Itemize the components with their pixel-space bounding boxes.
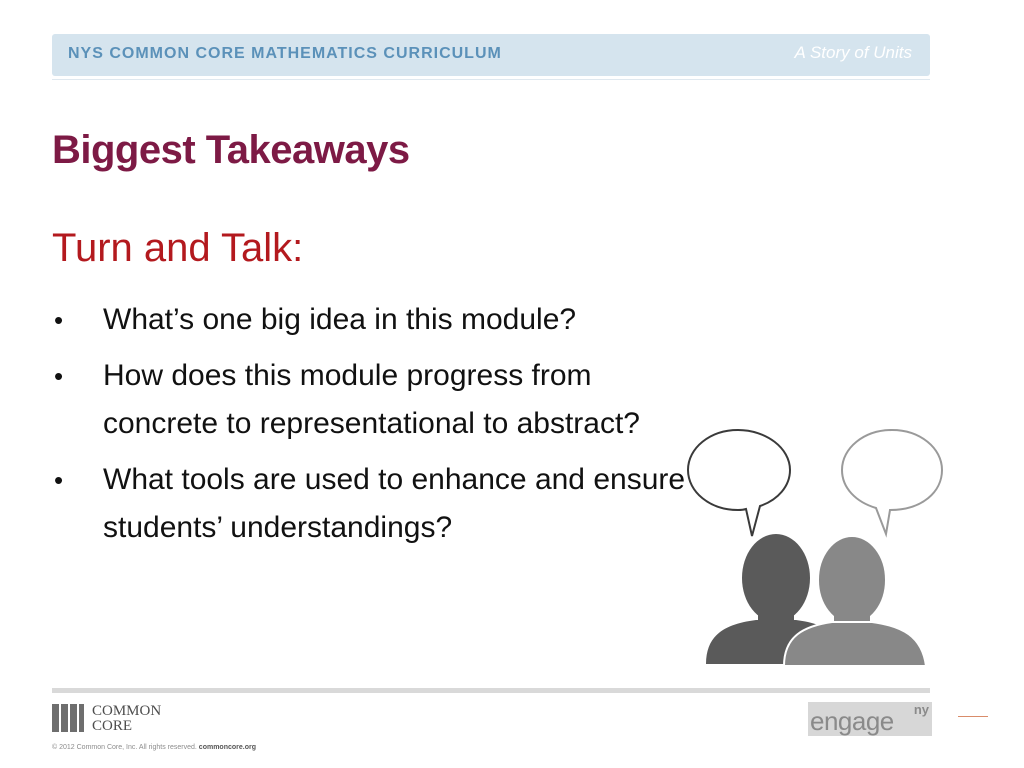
- logo-line-1: COMMON: [92, 703, 162, 719]
- speech-bubble-right-icon: [842, 430, 942, 534]
- common-core-wordmark: [92, 704, 161, 734]
- speech-bubble-left-icon: [688, 430, 790, 536]
- bullet-item: [52, 352, 712, 448]
- bullet-dot: •: [54, 305, 64, 335]
- engage-superscript: ny: [913, 702, 929, 717]
- bullet-list: [52, 296, 712, 560]
- engage-word: engage: [810, 706, 894, 736]
- common-core-logo: [52, 704, 192, 738]
- bullet-dot: •: [54, 361, 64, 391]
- copyright-text: [52, 744, 256, 751]
- slide-title: Biggest Takeaways: [52, 128, 410, 172]
- copyright-site: commoncore.org: [198, 744, 256, 751]
- bullet-item: [52, 296, 712, 344]
- slide-subtitle: Turn and Talk:: [52, 226, 304, 270]
- bullet-text: What tools are used to enhance and ensure students’ understandings?: [103, 463, 686, 544]
- logo-line-2: CORE: [92, 718, 133, 734]
- story-label: A Story of Units: [794, 43, 912, 62]
- header-divider: [52, 79, 930, 80]
- curriculum-label: NYS COMMON CORE MATHEMATICS CURRICULUM: [68, 45, 502, 62]
- person-right-icon: [784, 536, 926, 666]
- engage-ny-logo: [808, 702, 932, 736]
- footer-divider: [52, 688, 930, 693]
- two-people-speech-bubbles-icon: [686, 428, 948, 668]
- bullet-text: What’s one big idea in this module?: [103, 303, 577, 336]
- copyright-notice: © 2012 Common Core, Inc. All rights reserved.: [52, 744, 197, 751]
- side-accent-line: [958, 716, 988, 717]
- bullet-item: [52, 456, 712, 552]
- bullet-dot: •: [54, 465, 64, 495]
- bullet-text: How does this module progress from concrete to representational to abstract?: [103, 359, 640, 440]
